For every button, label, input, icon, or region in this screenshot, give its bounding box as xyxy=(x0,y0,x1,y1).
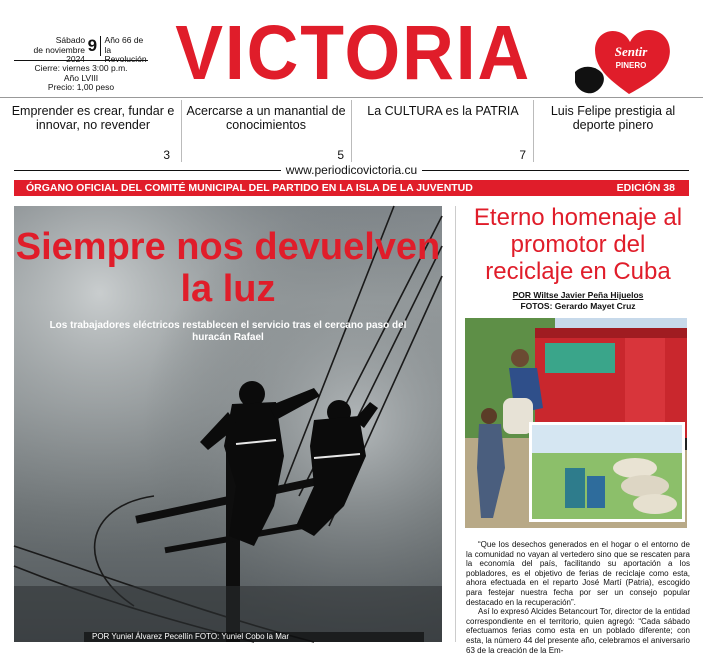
main-story-photo[interactable] xyxy=(14,206,442,642)
teaser-page: 5 xyxy=(337,148,344,162)
date-divider xyxy=(100,36,101,56)
main-subheadline: Los trabajadores eléctricos restablecen el servicio tras el cercano paso del huracán Rafael xyxy=(49,320,407,343)
anniversary-label: Año 66 de la xyxy=(104,35,144,55)
heart-island-icon xyxy=(573,20,683,96)
organ-label: ÓRGANO OFICIAL DEL COMITÉ MUNICIPAL DEL PARTIDO EN LA ISLA DE LA JUVENTUD xyxy=(26,182,473,194)
revolution-label: Revolución xyxy=(104,54,147,64)
column-divider xyxy=(455,206,456,642)
main-photo-credit: POR Yuniel Álvarez Pecellín FOTO: Yuniel Cobo la Mar xyxy=(84,632,424,642)
website-row xyxy=(0,162,703,178)
teaser-text: La CULTURA es la PATRIA xyxy=(367,104,519,118)
website-link[interactable]: www.periodicovictoria.cu xyxy=(281,163,422,177)
day-name: Sábado xyxy=(55,35,86,45)
brand-line1: Sentir xyxy=(614,44,648,59)
closing-time: Cierre: viernes 3:00 p.m. xyxy=(34,63,128,73)
recycling-fair-photo[interactable] xyxy=(465,318,687,528)
teaser-text: Emprender es crear, fundar e innovar, no revender xyxy=(11,104,175,132)
edition-label: EDICIÓN 38 xyxy=(616,182,675,194)
teaser-item[interactable] xyxy=(358,98,528,164)
teaser-item[interactable] xyxy=(10,98,176,164)
day-number: 9 xyxy=(87,36,98,55)
teaser-divider xyxy=(351,100,352,162)
teaser-text: Luis Felipe prestigia al deporte pinero xyxy=(550,104,676,132)
article-paragraph: “Que los desechos generados en el hogar o el entorno de la comunidad no vayan al vertedero sino que se rescaten para la economía del país, facilitando su aportación a los pobladores, es el objetivo de ferias de reciclaje como esta, ahora efectuada en el reparto José Martí (Patria), escogido para festejar nuestra fecha por ser un consejo popular destacado en la recuperación”. xyxy=(466,540,690,607)
teaser-page: 7 xyxy=(519,148,526,162)
teaser-item[interactable] xyxy=(538,98,688,164)
teaser-page: 3 xyxy=(163,148,170,162)
side-author: POR Wiltse Javier Peña Hijuelos xyxy=(512,290,644,300)
sentir-pinero-logo xyxy=(573,20,683,96)
teaser-text: Acercarse a un manantial de conocimientos xyxy=(186,104,346,132)
side-headline[interactable]: Eterno homenaje al promotor del reciclaje en Cuba xyxy=(473,204,683,285)
teaser-divider xyxy=(181,100,182,162)
article-paragraph: Así lo expresó Alcides Betancourt Tor, director de la entidad correspondiente en el territorio, quien agregó: “Cada sábado efectuamos ferias como esta en un poblado diferente; con esta, la número 44 del presente año, celebramos el aniversario 63 de la creación de la Em- xyxy=(466,607,690,655)
price-label: Precio: 1,00 peso xyxy=(47,82,115,92)
teaser-strip xyxy=(0,97,703,163)
teaser-divider xyxy=(533,100,534,162)
newspaper-title: VICTORIA xyxy=(175,10,532,96)
main-headline[interactable]: Siempre nos devuelven la luz xyxy=(15,226,441,310)
side-byline xyxy=(464,290,692,312)
brand-line2: PINERO xyxy=(615,61,647,70)
month-year: de noviembre 2024 xyxy=(33,44,86,64)
date-box xyxy=(14,36,148,93)
side-article-body xyxy=(466,540,690,655)
teaser-item[interactable] xyxy=(186,98,346,164)
volume-label: Año LVIII xyxy=(63,72,99,83)
recycling-scene xyxy=(465,318,687,528)
side-photo-credit: FOTOS: Gerardo Mayet Cruz xyxy=(520,301,636,311)
official-organ-banner xyxy=(14,180,689,196)
